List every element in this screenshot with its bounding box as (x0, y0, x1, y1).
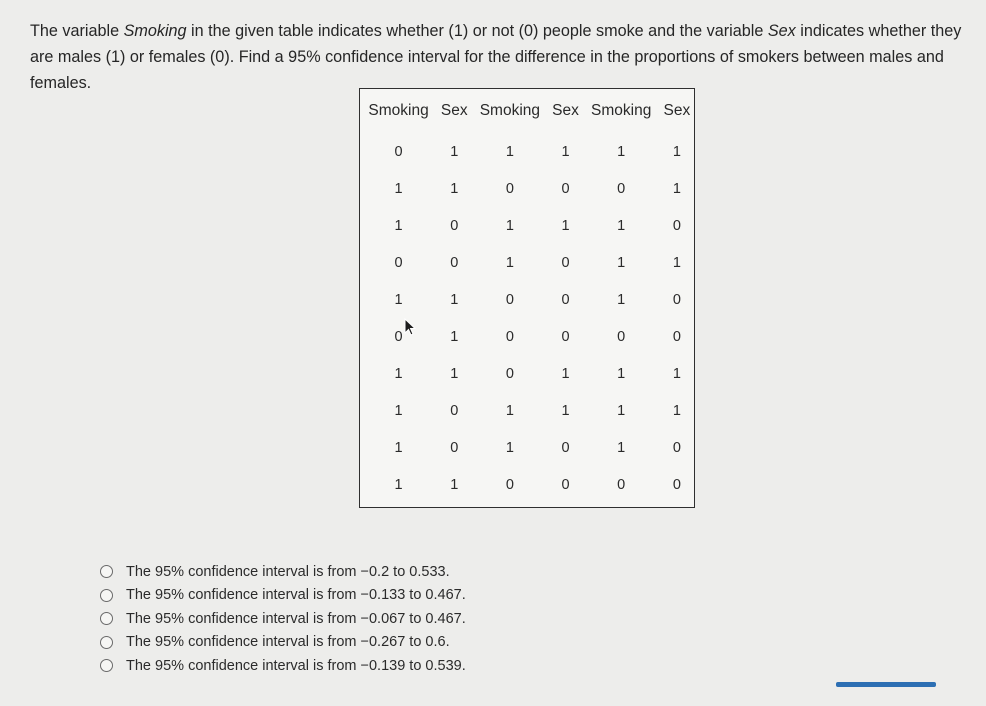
table-cell: 0 (505, 180, 514, 197)
table-cell: 1 (450, 476, 459, 493)
bottom-blue-bar (836, 682, 936, 687)
radio-button-icon[interactable] (100, 612, 113, 625)
table-cell: 1 (394, 365, 403, 382)
table-row (360, 133, 694, 170)
table-cell: 1 (672, 180, 681, 197)
option-label: The 95% confidence interval is from −0.267 to 0.6. (126, 634, 450, 651)
option-label: The 95% confidence interval is from −0.067 to 0.467. (126, 610, 466, 627)
table-header-row (360, 89, 694, 133)
table-cell: 1 (617, 143, 626, 160)
table-cell: 0 (672, 439, 681, 456)
option-label: The 95% confidence interval is from −0.2 to 0.533. (126, 563, 450, 580)
table-cell: 0 (505, 476, 514, 493)
table-cell: 0 (450, 217, 459, 234)
header-sex-2: Sex (552, 102, 579, 119)
table-cell: 0 (672, 291, 681, 308)
table-cell: 1 (394, 476, 403, 493)
table-cell: 1 (617, 402, 626, 419)
table-cell: 0 (450, 402, 459, 419)
option-label: The 95% confidence interval is from −0.139 to 0.539. (126, 657, 466, 674)
header-smoking-3: Smoking (591, 102, 652, 119)
table-row (360, 207, 694, 244)
radio-button-icon[interactable] (100, 636, 113, 649)
table-cell: 1 (394, 439, 403, 456)
table-cell: 1 (394, 180, 403, 197)
header-smoking-1: Smoking (368, 102, 429, 119)
header-sex-1: Sex (440, 102, 468, 119)
question-part-2: in the given table indicates whether (1) or not (0) people smoke and the variable (186, 22, 768, 40)
answer-option[interactable] (100, 654, 466, 678)
table-cell: 0 (394, 254, 403, 271)
table-cell: 1 (617, 254, 626, 271)
table-cell: 0 (561, 439, 570, 456)
table-cell: 0 (617, 180, 626, 197)
table-cell: 0 (561, 328, 570, 345)
table-cell: 1 (672, 254, 681, 271)
table-cell: 1 (394, 217, 403, 234)
table-cell: 1 (672, 365, 681, 382)
table-cell: 1 (450, 291, 459, 308)
table-cell: 1 (505, 143, 514, 160)
answer-option[interactable] (100, 631, 466, 655)
table-cell: 1 (450, 328, 459, 345)
table-cell: 1 (561, 402, 570, 419)
table-row (360, 281, 694, 318)
table-cell: 1 (617, 365, 626, 382)
table-row (360, 244, 694, 281)
table-cell: 1 (672, 402, 681, 419)
table-cell: 1 (394, 402, 403, 419)
question-text (30, 18, 975, 96)
table-cell: 0 (505, 365, 514, 382)
header-sex-3: Sex (663, 102, 691, 119)
table-cell: 0 (561, 291, 570, 308)
table-cell: 0 (672, 328, 681, 345)
table-cell: 1 (505, 402, 514, 419)
table-cell: 0 (505, 328, 514, 345)
option-label: The 95% confidence interval is from −0.133 to 0.467. (126, 587, 466, 604)
sex-variable: Sex (767, 22, 796, 40)
table-cell: 0 (617, 328, 626, 345)
table-cell: 0 (617, 476, 626, 493)
question-part-1: The variable (30, 22, 124, 40)
table-cell: 1 (505, 254, 514, 271)
radio-button-icon[interactable] (100, 565, 113, 578)
table-cell: 0 (450, 439, 459, 456)
table-cell: 1 (561, 217, 570, 234)
table-cell: 0 (394, 328, 403, 345)
answer-option[interactable] (100, 584, 466, 608)
answer-option[interactable] (100, 560, 466, 584)
table-cell: 1 (450, 180, 459, 197)
table-row (360, 170, 694, 207)
radio-button-icon[interactable] (100, 659, 113, 672)
table-row (360, 355, 694, 392)
table-cell: 0 (394, 143, 403, 160)
arrow-cursor-icon (404, 318, 418, 336)
data-table (359, 88, 695, 508)
table-cell: 0 (561, 476, 570, 493)
answer-options (100, 560, 466, 678)
table-cell: 1 (450, 143, 459, 160)
answer-option[interactable] (100, 607, 466, 631)
table-cell: 0 (505, 291, 514, 308)
table-cell: 0 (672, 217, 681, 234)
question-part-3: indicates whether they are males (1) or females (0). Find a 95% confidence interval for the difference in the proportions of smokers between males and females. (30, 22, 962, 92)
table-cell: 1 (561, 143, 570, 160)
table-cell: 1 (505, 217, 514, 234)
table-cell: 1 (617, 439, 626, 456)
table-row (360, 392, 694, 429)
table-cell: 1 (617, 217, 626, 234)
table-cell: 0 (450, 254, 459, 271)
smoking-variable: Smoking (123, 22, 187, 40)
header-smoking-2: Smoking (479, 102, 541, 119)
table-cell: 1 (505, 439, 514, 456)
table-cell: 1 (450, 365, 459, 382)
table-cell: 0 (561, 180, 570, 197)
table-cell: 1 (561, 365, 570, 382)
table-cell: 0 (672, 476, 681, 493)
table-cell: 1 (672, 143, 681, 160)
table-cell: 1 (394, 291, 403, 308)
radio-button-icon[interactable] (100, 589, 113, 602)
table-cell: 0 (561, 254, 570, 271)
table-row (360, 466, 694, 503)
table-cell: 1 (617, 291, 626, 308)
table-row (360, 429, 694, 466)
